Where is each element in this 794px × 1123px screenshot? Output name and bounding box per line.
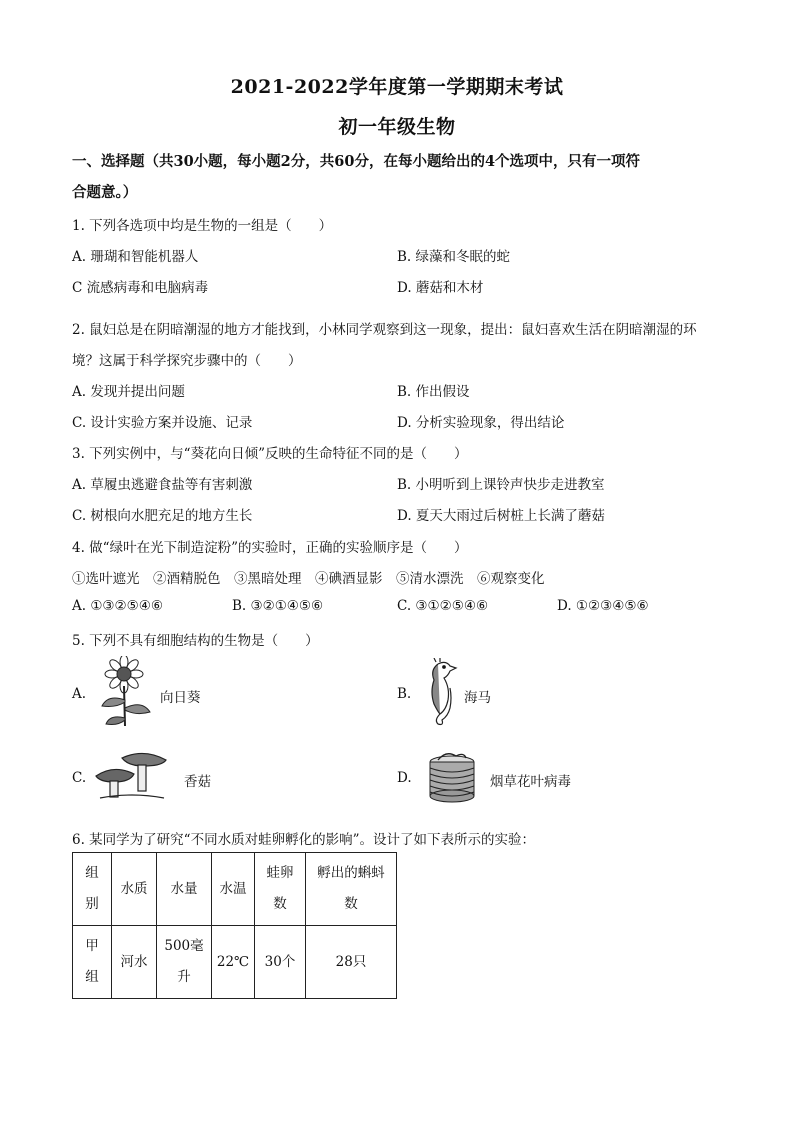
table-header-row: [73, 853, 397, 926]
question-5-option-a-label: 向日葵: [160, 690, 201, 706]
question-4-option-a: A. ①③②⑤④⑥: [72, 598, 163, 614]
question-3-option-c: C. 树根向水肥充足的地方生长: [72, 508, 253, 524]
question-4-steps: ①选叶遮光 ②酒精脱色 ③黑暗处理 ④碘酒显影 ⑤清水漂洗 ⑥观察变化: [72, 571, 545, 587]
question-5-option-a-letter: A.: [72, 686, 87, 702]
row-water-volume: 500毫升: [157, 926, 212, 999]
question-1-option-b: B. 绿藻和冬眠的蛇: [397, 249, 511, 265]
question-2-option-d: D. 分析实验现象，得出结论: [397, 415, 565, 431]
question-5-stem: 5. 下列不具有细胞结构的生物是（ ）: [72, 633, 319, 649]
row-water-quality: 河水: [112, 926, 157, 999]
question-2-stem-line1: 2. 鼠妇总是在阴暗潮湿的地方才能找到，小林同学观察到这一现象，提出：鼠妇喜欢生活在阴暗潮湿的环: [72, 322, 697, 338]
virus-illustration: [420, 748, 484, 804]
question-4-option-c: C. ③①②⑤④⑥: [397, 598, 489, 614]
row-egg-count: 30个: [255, 926, 306, 999]
question-2-option-a: A. 发现并提出问题: [72, 384, 185, 400]
question-1-option-a: A. 珊瑚和智能机器人: [72, 249, 199, 265]
section-instructions-line1: 一、选择题（共30小题，每小题2分，共60分，在每小题给出的4个选项中，只有一项符: [72, 153, 641, 170]
mushroom-illustration: [92, 748, 172, 804]
header-egg-count: 蛙卵数: [255, 853, 306, 926]
header-water-quality: 水质: [112, 853, 157, 926]
question-2-option-c: C. 设计实验方案并设施、记录: [72, 415, 253, 431]
question-5-option-d-label: 烟草花叶病毒: [490, 774, 571, 790]
header-group: 组别: [73, 853, 112, 926]
question-4-option-b: B. ③②①④⑤⑥: [232, 598, 324, 614]
row-group: 甲组: [73, 926, 112, 999]
question-3-option-d: D. 夏天大雨过后树桩上长满了蘑菇: [397, 508, 605, 524]
question-4-stem: 4. 做“绿叶在光下制造淀粉”的实验时，正确的实验顺序是（ ）: [72, 540, 468, 556]
section-instructions-line2: 合题意。）: [72, 184, 138, 201]
question-3-option-b: B. 小明听到上课铃声快步走进教室: [397, 477, 605, 493]
header-water-temperature: 水温: [212, 853, 255, 926]
header-tadpole-count: 孵出的蝌蚪数: [306, 853, 397, 926]
exam-title: 2021-2022学年度第一学期期末考试: [230, 76, 564, 98]
question-2-stem-line2: 境？这属于科学探究步骤中的（ ）: [72, 353, 302, 369]
exam-subtitle: 初一年级生物: [338, 116, 456, 138]
seahorse-illustration: [420, 658, 460, 730]
question-1-stem: 1. 下列各选项中均是生物的一组是（ ）: [72, 218, 333, 234]
header-water-volume: 水量: [157, 853, 212, 926]
question-6-stem: 6. 某同学为了研究“不同水质对蛙卵孵化的影响”。设计了如下表所示的实验：: [72, 832, 535, 848]
question-3-option-a: A. 草履虫逃避食盐等有害刺激: [72, 477, 253, 493]
question-3-stem: 3. 下列实例中，与“葵花向日倾”反映的生命特征不同的是（ ）: [72, 446, 468, 462]
question-5-option-c-label: 香菇: [184, 774, 211, 790]
question-4-option-d: D. ①②③④⑤⑥: [557, 598, 649, 614]
experiment-table: [72, 852, 397, 999]
question-5-option-b-letter: B.: [397, 686, 412, 702]
row-tadpole-count: 28只: [306, 926, 397, 999]
question-1-option-c: C 流感病毒和电脑病毒: [72, 280, 209, 296]
row-water-temperature: 22℃: [212, 926, 255, 999]
sunflower-illustration: [94, 656, 158, 728]
question-2-option-b: B. 作出假设: [397, 384, 470, 400]
table-row: [73, 926, 397, 999]
question-1-option-d: D. 蘑菇和木材: [397, 280, 484, 296]
question-5-option-b-label: 海马: [464, 690, 491, 706]
question-5-option-d-letter: D.: [397, 770, 412, 786]
question-5-option-c-letter: C.: [72, 770, 87, 786]
